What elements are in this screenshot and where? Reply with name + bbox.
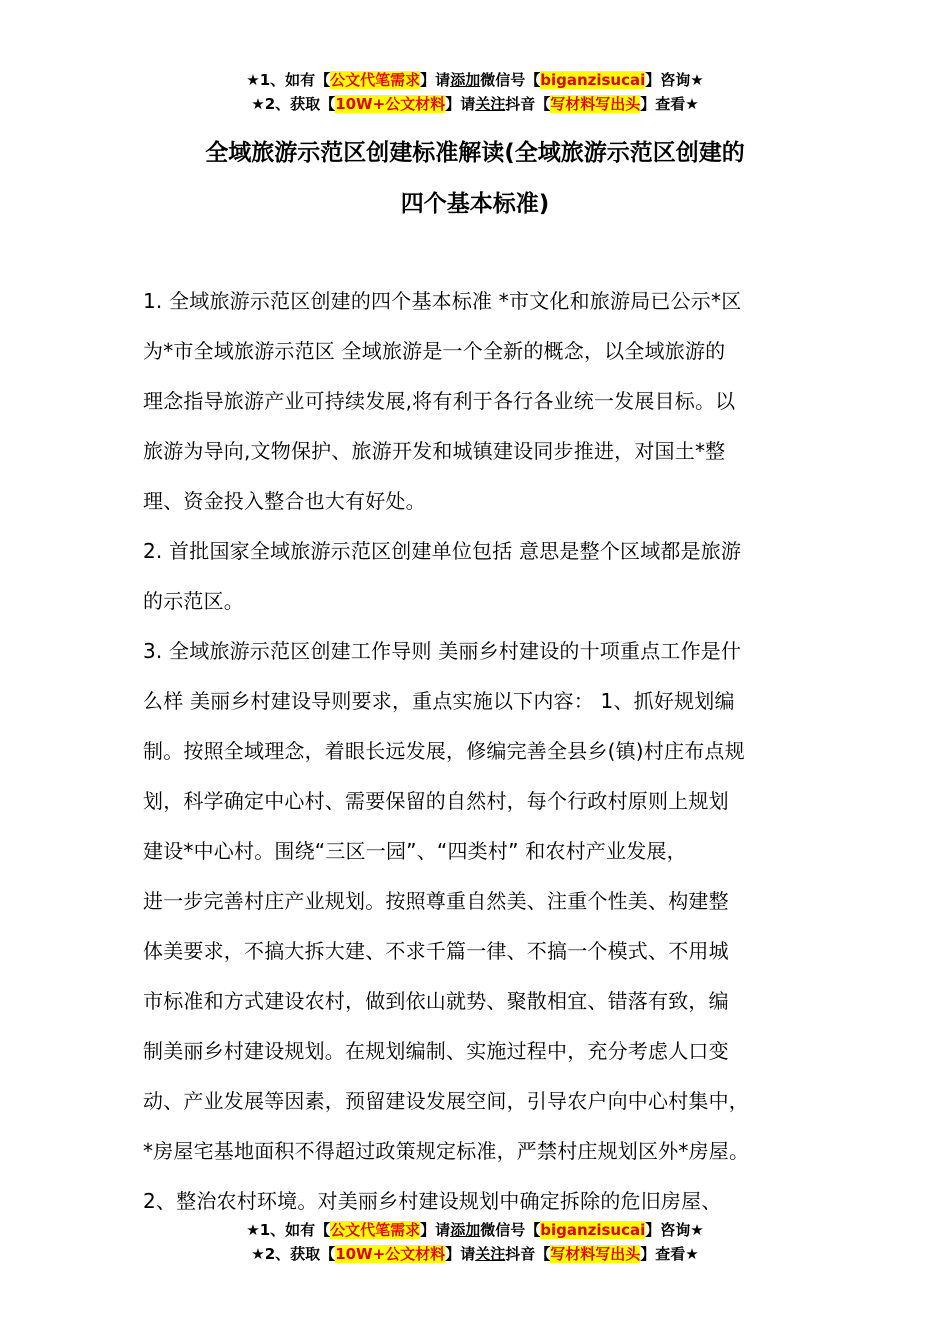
banner-text: 微信号【 (480, 1221, 541, 1239)
banner-text: 】查看★ (640, 95, 699, 113)
body-line: 理、资金投入整合也大有好处。 (143, 489, 426, 513)
banner-text: 】请 (445, 95, 476, 113)
body-line: 制美丽乡村建设规划。在规划编制、实施过程中，充分考虑人口变 (143, 1039, 729, 1063)
banner-text: ★1、如有【 (246, 1221, 331, 1239)
highlight-douyin: 写材料写出头 (550, 1245, 641, 1263)
body-line: 制。按照全域理念，着眼长远发展，修编完善全县乡(镇)村庄布点规 (143, 739, 745, 763)
highlight-materials: 10W+公文材料 (335, 95, 446, 113)
title-line-1: 全域旅游示范区创建标准解读(全域旅游示范区创建的 (205, 140, 745, 166)
document-body (143, 276, 823, 1226)
underlined-text: 添加 (450, 71, 481, 89)
banner-text: 】请 (420, 71, 451, 89)
underlined-text: 添加 (450, 1221, 481, 1239)
body-line: 1. 全域旅游示范区创建的四个基本标准 *市文化和旅游局已公示*区 (143, 289, 742, 313)
banner-text: 】咨询★ (645, 1221, 704, 1239)
highlight-materials: 10W+公文材料 (335, 1245, 446, 1263)
banner-text: ★2、获取【 (251, 95, 336, 113)
body-line: 的示范区。 (143, 589, 244, 613)
highlight-douyin: 写材料写出头 (550, 95, 641, 113)
body-line: 为*市全域旅游示范区 全域旅游是一个全新的概念，以全域旅游的 (143, 339, 726, 363)
document-title (0, 128, 950, 230)
body-line: 理念指导旅游产业可持续发展,将有利于各行各业统一发展目标。以 (143, 389, 736, 413)
body-line: 体美要求，不搞大拆大建、不求千篇一律、不搞一个模式、不用城 (143, 939, 729, 963)
body-line: 划，科学确定中心村、需要保留的自然村，每个行政村原则上规划 (143, 789, 729, 813)
banner-line-2 (0, 92, 950, 116)
banner-line-1 (0, 68, 950, 92)
body-line: 建设*中心村。围绕“三区一园”、“四类村” 和农村产业发展， (143, 839, 687, 863)
banner-text: 】咨询★ (645, 71, 704, 89)
top-banner (0, 68, 950, 116)
banner-line-1 (0, 1218, 950, 1242)
banner-text: 】请 (420, 1221, 451, 1239)
highlight-wechat-id: biganzisucai (540, 71, 646, 89)
highlight-wechat-id: biganzisucai (540, 1221, 646, 1239)
banner-text: 】请 (445, 1245, 476, 1263)
banner-text: ★1、如有【 (246, 71, 331, 89)
body-line: 旅游为导向,文物保护、旅游开发和城镇建设同步推进，对国土*整 (143, 439, 726, 463)
body-line: 动、产业发展等因素，预留建设发展空间，引导农户向中心村集中， (143, 1089, 749, 1113)
bottom-banner (0, 1218, 950, 1266)
body-line: 2. 首批国家全域旅游示范区创建单位包括 意思是整个区域都是旅游 (143, 539, 742, 563)
underlined-text: 关注 (475, 1245, 506, 1263)
banner-text: 微信号【 (480, 71, 541, 89)
banner-line-2 (0, 1242, 950, 1266)
body-line: 进一步完善村庄产业规划。按照尊重自然美、注重个性美、构建整 (143, 889, 729, 913)
body-line: 么样 美丽乡村建设导则要求，重点实施以下内容： 1、抓好规划编 (143, 689, 735, 713)
highlight-service: 公文代笔需求 (330, 71, 421, 89)
body-line: 市标准和方式建设农村，做到依山就势、聚散相宜、错落有致，编 (143, 989, 729, 1013)
highlight-service: 公文代笔需求 (330, 1221, 421, 1239)
body-line: *房屋宅基地面积不得超过政策规定标准，严禁村庄规划区外*房屋。 (143, 1139, 750, 1163)
banner-text: 抖音【 (505, 1245, 551, 1263)
banner-text: ★2、获取【 (251, 1245, 336, 1263)
body-line: 2、整治农村环境。对美丽乡村建设规划中确定拆除的危旧房屋、 (143, 1189, 722, 1213)
banner-text: 抖音【 (505, 95, 551, 113)
body-line: 3. 全域旅游示范区创建工作导则 美丽乡村建设的十项重点工作是什 (143, 639, 742, 663)
banner-text: 】查看★ (640, 1245, 699, 1263)
title-line-2: 四个基本标准) (400, 191, 550, 217)
underlined-text: 关注 (475, 95, 506, 113)
